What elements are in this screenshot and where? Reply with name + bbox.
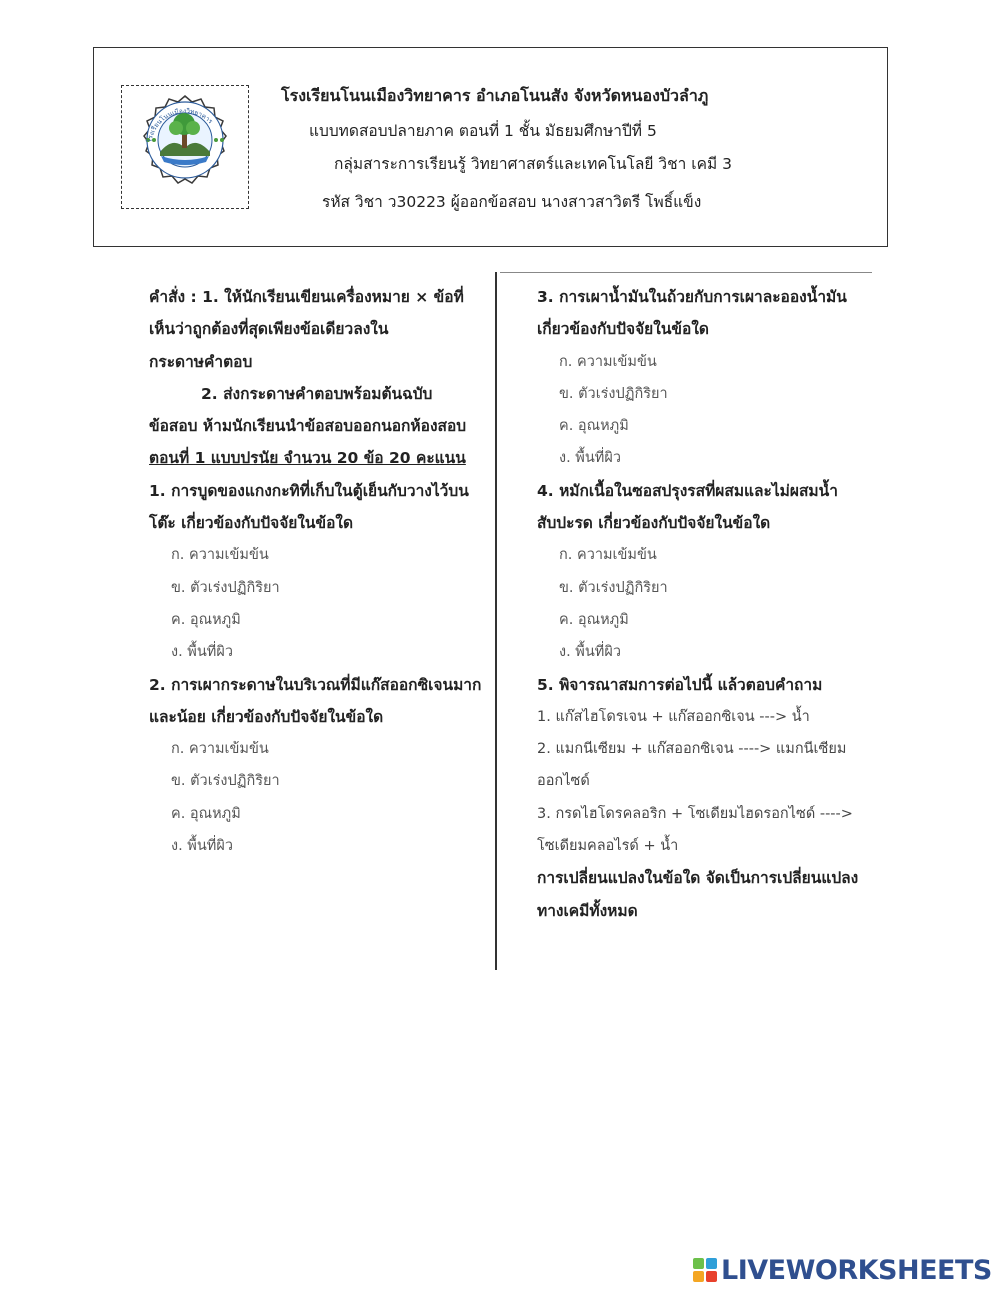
question-5-equation: ออกไซด์ <box>537 773 590 790</box>
school-seal-icon <box>128 90 242 204</box>
right-column <box>537 281 877 927</box>
question-4-text: 4. หมักเนื้อในซอสปรุงรสที่ผสมและไม่ผสมน้ำ <box>537 481 838 500</box>
question-5-prompt: การเปลี่ยนแปลงในข้อใด จัดเป็นการเปลี่ยนแปลง <box>537 869 859 888</box>
question-3-text: 3. การเผาน้ำมันในถ้วยกับการเผาละอองน้ำมัน <box>537 288 847 306</box>
logo-square <box>693 1271 704 1282</box>
question-1-option-a[interactable]: ก. ความเข้มข้น <box>171 547 269 564</box>
question-1-option-b[interactable]: ข. ตัวเร่งปฏิกิริยา <box>171 579 280 596</box>
question-4-option-a[interactable]: ก. ความเข้มข้น <box>559 547 657 564</box>
instruction-line: ข้อสอบ ห้ามนักเรียนนำข้อสอบออกนอกห้องสอบ <box>149 417 467 436</box>
course-code-line: รหัส วิชา ว30223 ผู้ออกข้อสอบ นางสาวสาวิตรี โพธิ์แข็ง <box>322 193 702 211</box>
liveworksheets-logo-icon <box>693 1258 717 1282</box>
exam-title: แบบทดสอบปลายภาค ตอนที่ 1 ชั้น มัธยมศึกษาปีที่ 5 <box>309 122 657 140</box>
question-3-text: เกี่ยวข้องกับปัจจัยในข้อใด <box>537 320 709 339</box>
brand-wordmark: LIVEWORKSHEETS <box>721 1254 992 1286</box>
question-4-option-c[interactable]: ค. อุณหภูมิ <box>559 611 629 628</box>
part-heading: ตอนที่ 1 แบบปรนัย จำนวน 20 ข้อ 20 คะแนน <box>149 449 466 468</box>
question-2-option-b[interactable]: ข. ตัวเร่งปฏิกิริยา <box>171 773 280 790</box>
exam-header <box>93 47 888 247</box>
question-3-option-a[interactable]: ก. ความเข้มข้น <box>559 353 657 370</box>
question-1-text: 1. การบูดของแกงกะทิที่เก็บในตู้เย็นกับวางไว้บน <box>149 481 469 500</box>
question-3-option-d[interactable]: ง. พื้นที่ผิว <box>559 450 621 467</box>
liveworksheets-brand <box>693 1255 992 1285</box>
school-name: โรงเรียนโนนเมืองวิทยาคาร อำเภอโนนสัง จังหวัดหนองบัวลำภู <box>281 86 709 105</box>
column-top-rule <box>500 272 872 273</box>
question-2-text: และน้อย เกี่ยวข้องกับปัจจัยในข้อใด <box>149 707 384 726</box>
question-3-option-b[interactable]: ข. ตัวเร่งปฏิกิริยา <box>559 385 668 402</box>
school-logo-frame <box>121 85 249 209</box>
question-1-text: โต๊ะ เกี่ยวข้องกับปัจจัยในข้อใด <box>149 514 354 533</box>
instruction-line: เห็นว่าถูกต้องที่สุดเพียงข้อเดียวลงใน <box>149 320 389 339</box>
subject-line: กลุ่มสาระการเรียนรู้ วิทยาศาสตร์และเทคโนโลยี วิชา เคมี 3 <box>334 155 732 173</box>
question-2-text: 2. การเผากระดาษในบริเวณที่มีแก๊สออกซิเจนมาก <box>149 675 482 694</box>
left-column <box>149 281 489 862</box>
question-2-option-d[interactable]: ง. พื้นที่ผิว <box>171 838 233 855</box>
question-1-option-d[interactable]: ง. พื้นที่ผิว <box>171 644 233 661</box>
seal-ring-text: โรงเรียนโนนเมืองวิทยาคาร <box>145 106 215 144</box>
logo-square <box>693 1258 704 1269</box>
question-5-heading: 5. พิจารณาสมการต่อไปนี้ แล้วตอบคำถาม <box>537 675 823 694</box>
question-5-equation: โซเดียมคลอไรด์ + น้ำ <box>537 838 679 855</box>
column-divider <box>495 272 497 970</box>
question-4-option-d[interactable]: ง. พื้นที่ผิว <box>559 644 621 661</box>
question-5-equation: 1. แก๊สไฮโดรเจน + แก๊สออกซิเจน ---> น้ำ <box>537 708 810 725</box>
question-4-text: สับปะรด เกี่ยวข้องกับปัจจัยในข้อใด <box>537 514 771 533</box>
question-3-option-c[interactable]: ค. อุณหภูมิ <box>559 418 629 435</box>
instruction-line: คำสั่ง : 1. ให้นักเรียนเขียนเครื่องหมาย × ข้อที่ <box>149 288 464 306</box>
instruction-line: 2. ส่งกระดาษคำตอบพร้อมต้นฉบับ <box>201 384 433 403</box>
question-2-option-a[interactable]: ก. ความเข้มข้น <box>171 741 269 758</box>
question-5-equation: 3. กรดไฮโดรคลอริก + โซเดียมไฮดรอกไซด์ ----> <box>537 805 853 822</box>
question-5-equation: 2. แมกนีเซียม + แก๊สออกซิเจน ----> แมกนีเซียม <box>537 741 847 758</box>
question-2-option-c[interactable]: ค. อุณหภูมิ <box>171 805 241 822</box>
question-4-option-b[interactable]: ข. ตัวเร่งปฏิกิริยา <box>559 579 668 596</box>
logo-square <box>706 1271 717 1282</box>
instruction-line: กระดาษคำตอบ <box>149 352 253 371</box>
question-5-prompt: ทางเคมีทั้งหมด <box>537 901 638 920</box>
question-1-option-c[interactable]: ค. อุณหภูมิ <box>171 611 241 628</box>
logo-square <box>706 1258 717 1269</box>
